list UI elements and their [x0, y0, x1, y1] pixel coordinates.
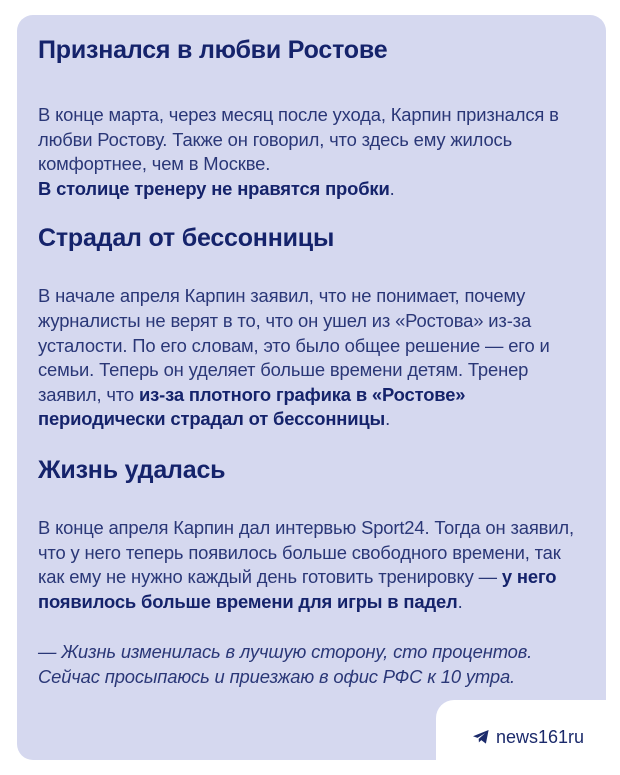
section-text-tail: . — [389, 177, 395, 199]
section-text-love-rostov — [38, 103, 586, 201]
section-title-life-good: Жизнь удалась — [38, 455, 226, 484]
section-text-highlight: у него появилось больше времени для игры в падел — [38, 566, 557, 612]
section-text-insomnia — [38, 284, 586, 432]
section-title-insomnia: Страдал от бессонницы — [38, 224, 335, 253]
brand-badge[interactable] — [451, 714, 605, 760]
section-text-highlight: В столице тренеру не нравятся пробки — [38, 177, 390, 199]
section-text-tail: . — [385, 408, 391, 430]
section-text-plain: В начале апреля Карпин заявил, что не понимает, почему журналисты не верят в то, что он ушел из «Ростова» из-за усталости. По его словам, это было общее решение — его и семьи. Теперь он уделяет больше времени детям. Тренер заявил, что — [38, 285, 550, 405]
quote-text: — Жизнь изменилась в лучшую сторону, сто процентов. Сейчас просыпаюсь и приезжаю в офис РФС к 10 утра. — [38, 641, 533, 687]
article-card — [17, 15, 606, 760]
section-text-plain: В конце марта, через месяц после ухода, Карпин признался в любви Ростову. Также он говорил, что здесь ему жилось комфортнее, чем в Москве. — [38, 104, 559, 175]
brand-label: news161ru — [495, 726, 585, 747]
telegram-plane-icon — [472, 729, 490, 745]
section-text-tail: . — [457, 590, 463, 612]
section-title-love-rostov: Признался в любви Ростове — [38, 36, 388, 64]
section-text-highlight: из-за плотного графика в «Ростове» периодически страдал от бессонницы — [38, 383, 466, 430]
section-text-life-good — [38, 516, 586, 614]
section-text-plain: В конце апреля Карпин дал интервью Sport24. Тогда он заявил, что у него теперь появилось больше свободного времени, так как ему не нужно каждый день готовить тренировку — — [38, 516, 574, 588]
